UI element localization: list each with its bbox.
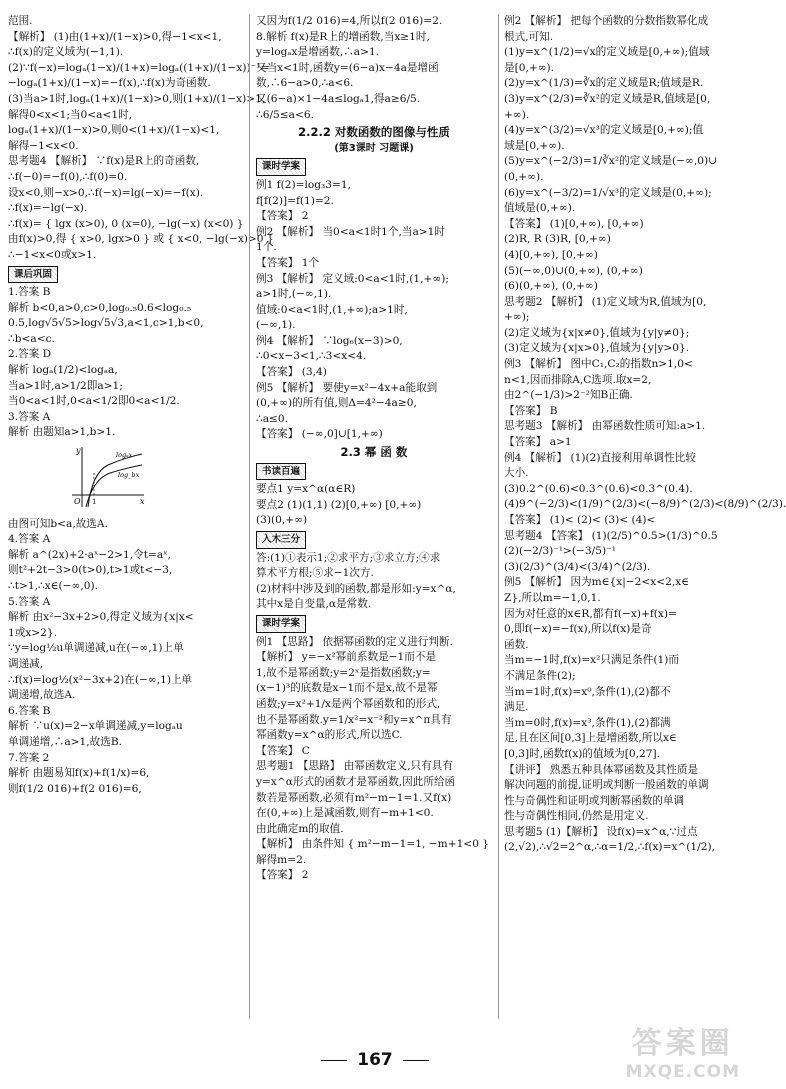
text-line: (3)(0,+∞) <box>256 514 308 527</box>
column-middle-answers <box>256 551 492 613</box>
text-line: y=x^α形式的函数才是幂函数,因此所给函 <box>256 775 456 788</box>
column-middle-text-block <box>256 14 492 123</box>
text-line: (3)定义域为{x|x>0},值域为{y|y>0}. <box>504 342 690 355</box>
text-line: 例2 【解析】 把每个函数的分数指数幂化成 <box>504 15 709 27</box>
text-line: (2,√2),∴√2=2^α,∴α=1/2,∴f(x)=x^(1/2), <box>504 841 715 854</box>
text-line: 当m=0时,f(x)=x³,条件(1),(2)都满 <box>504 716 671 729</box>
text-line: 0.5,log√5√5>log√5√3,a<1,c>1,b<0, <box>8 317 204 330</box>
text-line: (4)9^(−2/3)<(1/9)^(2/3)<(−8/9)^(2/3)<(8/9)^(2/3). <box>504 498 786 511</box>
section-tag-lesson: 课时学案 <box>256 158 306 176</box>
text-line: 是[0,+∞). <box>504 61 555 74</box>
graph-label-curve-a: logₐx <box>116 451 133 460</box>
text-line: 例4 【解析】 (1)(2)直接利用单调性比较 <box>504 451 696 464</box>
text-line: 例1 【思路】 依据幂函数的定义进行判断. <box>256 635 453 648</box>
text-line: (3)0.2^(0.6)<0.3^(0.6)<0.3^(0.4). <box>504 482 693 495</box>
text-line: +∞). <box>504 108 530 121</box>
column-left-answers-block <box>8 285 244 441</box>
footer-rule <box>403 1060 429 1061</box>
text-line: 【答案】 2 <box>256 210 309 223</box>
text-line: (−∞,1). <box>256 319 296 332</box>
section-tag-lesson-2: 课时学案 <box>256 615 306 633</box>
text-line: 【答案】 (3,4) <box>256 366 327 379</box>
text-line: 1,故不是幂函数;y=2ˣ是指数函数;y= <box>256 666 431 679</box>
text-line: a>1时,(−∞,1). <box>256 288 332 301</box>
text-line: 8.解析 f(x)是R上的增函数,当x≥1时, <box>256 30 430 43</box>
footer-rule <box>321 1060 347 1061</box>
text-line: 例4 【解析】 ∵log₆(x−3)>0, <box>256 334 403 347</box>
text-line: (2)定义域为{x|x≠0},值域为{y|y≠0}; <box>504 326 690 339</box>
text-line: 【答案】 (1)< (2)< (3)< (4)< <box>504 514 656 526</box>
text-line: 解析 b<0,a>0,c>0,log₀.₅0.6<log₀.₅ <box>8 301 192 314</box>
text-line: 由此确定m的取值. <box>256 822 344 835</box>
text-line: 【解析】 由条件知 { m²−m−1=1, −m+1<0 } <box>256 838 490 851</box>
text-line: ∴0<x−3<1,∴3<x<4. <box>256 350 367 363</box>
text-line: 其中x是自变量,α是常数. <box>256 598 372 611</box>
text-line: 不满足条件(2); <box>504 669 576 682</box>
text-line: 范围. <box>8 15 33 27</box>
column-divider <box>498 14 499 1019</box>
text-line: 解得−1<x<0. <box>8 139 79 152</box>
text-line: 【讲评】 熟悉五种具体幂函数及其性质是 <box>504 763 699 776</box>
text-line: (6)(0,+∞), (0,+∞) <box>504 280 598 293</box>
text-line: 思考题4 【解析】 ∵f(x)是R上的奇函数, <box>8 155 200 168</box>
log-function-graph <box>68 443 148 509</box>
text-line: 【答案】 (1)[0,+∞), [0,+∞) <box>504 217 644 230</box>
text-line: 思考题5 (1)【解析】 设f(x)=x^α,∵过点 <box>504 825 698 838</box>
text-line: 1.答案 B <box>8 286 51 299</box>
text-line: 解析 由x²−3x+2>0,得定义域为{x|x< <box>8 611 194 624</box>
text-line: 大小. <box>504 467 529 480</box>
text-line: 【答案】 (−∞,0]∪[1,+∞) <box>256 428 383 441</box>
text-line: 数,∴6−a>0,∴a<6. <box>256 77 354 90</box>
section-title-power-function: 2.3 幂 函 数 <box>340 445 408 460</box>
text-line: 思考题2 【解析】 (1)定义域为R,值域为[0, <box>504 295 707 308</box>
text-line: (3)(2/3)^(3/4)<(3/4)^(2/3). <box>504 560 651 573</box>
text-line: 解得0<x<1;当0<a<1时, <box>8 108 133 121</box>
text-line: 例1 f(2)=log₃3=1, <box>256 178 352 191</box>
text-line: (4)y=x^(3/2)=√x³的定义域是[0,+∞);值 <box>504 124 704 137</box>
text-line: ∴f(x)的定义域为(−1,1). <box>8 46 124 59</box>
text-line: 思考题4 【答案】 (1)(2/5)^0.5>(1/3)^0.5 <box>504 529 718 542</box>
text-line: 要点2 (1)(1,1) (2)[0,+∞) [0,+∞) <box>256 498 422 511</box>
text-line: 【答案】 1个 <box>256 256 320 269</box>
text-line: (1)y=x^(1/2)=√x的定义域是[0,+∞);值域 <box>504 46 710 59</box>
graph-label-y: y <box>76 446 81 456</box>
text-line: 0,即f(−x)=−f(x),所以f(x)是奇 <box>504 623 652 636</box>
text-line: 【答案】 B <box>504 404 558 417</box>
text-line: +∞); <box>504 311 530 324</box>
text-line: ∴6/5≤a<6. <box>256 108 314 121</box>
text-line: 要点1 y=x^α(α∈R) <box>256 483 356 496</box>
text-line: 由2^(−1/3)>2⁻²知B正确. <box>504 389 633 402</box>
text-line: (4)[0,+∞), [0,+∞) <box>504 248 598 261</box>
column-middle <box>256 14 492 884</box>
text-line: (2)R, R (3)R, [0,+∞) <box>504 233 611 246</box>
text-line: 则f(1/2 016)+f(2 016)=6, <box>8 782 142 795</box>
text-line: 域是[0,+∞). <box>504 139 565 152</box>
text-line: −logₐ(1+x)/(1−x)=−f(x),∴f(x)为奇函数. <box>8 77 211 90</box>
text-line: 4.答案 A <box>8 533 51 546</box>
graph-label-one: 1 <box>92 498 97 507</box>
text-line: 设x<0,则−x>0,∴f(−x)=lg(−x)=−f(x). <box>8 186 204 199</box>
text-line: 解析 a^(2x)+2·aˣ−2>1,令t=aˣ, <box>8 548 172 561</box>
text-line: 解析 由题易知f(x)+f(1/x)=6, <box>8 767 150 780</box>
text-line: 根式,可知. <box>504 30 554 43</box>
text-line: (2)∵f(−x)=logₐ(1−x)/(1+x)=logₐ((1+x)/(1−x))⁻¹= <box>8 61 270 74</box>
section-title-log-graph: 2.2.2 对数函数的图像与性质 <box>298 125 450 140</box>
text-line: 例5 【解析】 要使y=x²−4x+a能取到 <box>256 381 438 394</box>
text-line: 【答案】 a>1 <box>504 436 572 449</box>
text-line: 1或x>2}. <box>8 626 58 639</box>
column-middle-examples <box>256 178 492 443</box>
section-tag-review: 课后巩固 <box>8 266 58 284</box>
text-line: 值域:0<a<1时,(1,+∞);a>1时, <box>256 303 408 316</box>
column-divider <box>249 14 250 1019</box>
text-line: 在(0,+∞)上是减函数,则有−m+1<0. <box>256 807 434 820</box>
text-line: (2)(−2/3)⁻¹>(−3/5)⁻¹ <box>504 545 616 558</box>
text-line: 2.答案 D <box>8 348 52 361</box>
text-line: ∴−1<x<0或x>1. <box>8 248 97 261</box>
graph-label-curve-b: log_bx <box>118 471 140 480</box>
text-line: (5)y=x^(−2/3)=1/∛x²的定义域是(−∞,0)∪ <box>504 155 717 168</box>
text-line: 算术平方根;⑤求−1次方. <box>256 567 374 580</box>
text-line: 幂函数y=x^α的形式,所以选C. <box>256 729 403 742</box>
text-line: 性与奇偶性和证明或判断幂函数的单调 <box>504 794 685 807</box>
text-line: 性与奇偶性相同,仍然是用定义. <box>504 810 649 823</box>
section-tag-reading: 书读百遍 <box>256 463 306 481</box>
text-line: 函数;y=x²+1/x是两个幂函数和的形式, <box>256 697 441 710</box>
text-line: 则t²+2t−3>0(t>0),t>1或t<−3, <box>8 564 173 577</box>
column-right-text-block <box>504 14 786 856</box>
graph-label-x: x <box>140 497 145 507</box>
text-line: 解得m=2. <box>256 853 307 866</box>
text-line: 例5 【解析】 因为m∈{x|−2<x<2,x∈ <box>504 576 690 589</box>
text-line: logₐ(1+x)/(1−x)>0,则0<(1+x)/(1−x)<1, <box>8 124 220 137</box>
text-line: ∴t>1,∴x∈(−∞,0). <box>8 580 98 592</box>
text-line: 当0<a<1时,0<a<1/2即0<a<1/2. <box>8 395 180 408</box>
text-line: 答:(1)①表示1;②求平方;③求立方;④求 <box>256 551 441 564</box>
text-line: ∵y=log½u单调递减,u在(−∞,1)上单 <box>8 642 184 655</box>
watermark-url: MXQE.COM <box>625 1062 740 1082</box>
text-line: 由f(x)>0,得 { x>0, lgx>0 } 或 { x<0, −lg(−x)>0 } <box>8 233 274 246</box>
text-line: n<1,因而排除A,C选项.取x=2, <box>504 373 652 386</box>
text-line: 7.答案 2 <box>8 751 50 764</box>
text-line: 例3 【解析】 定义域:0<a<1时,(1,+∞); <box>256 272 449 285</box>
text-line: 【解析】 y=−x²幂前系数是−1而不是 <box>256 651 437 664</box>
text-line: (0,+∞). <box>504 170 544 183</box>
watermark-logo-text: 答案圈 <box>631 1026 734 1061</box>
text-line: (2)y=x^(1/3)=∛x的定义域是R;值域是R. <box>504 77 704 90</box>
text-line: 又因为f(1/2 016)=4,所以f(2 016)=2. <box>256 15 443 27</box>
text-line: 思考题3 【解析】 由幂函数性质可知:a>1. <box>504 420 706 433</box>
text-line: (2)材料中涉及到的函数,都是形如:y=x^α, <box>256 582 456 595</box>
watermark <box>626 1018 740 1082</box>
text-line: 调递减, <box>8 657 44 670</box>
text-line: 调递增,故选A. <box>8 689 76 702</box>
text-line: 当m=−1时,f(x)=x²只满足条件(1)而 <box>504 654 679 667</box>
section-subtitle: (第3课时 习题课) <box>334 142 414 154</box>
page-number-text: 167 <box>357 1050 393 1070</box>
text-line: 解析 logₐ(1/2)<logₐa, <box>8 364 118 377</box>
text-line: (3)当a>1时,logₐ(1+x)/(1−x)>0,则(1+x)/(1−x)>1, <box>8 92 266 105</box>
text-line: 又(6−a)×1−4a≤logₐ1,得a≥6/5. <box>256 92 421 105</box>
text-line: 单调递增,∴a>1,故选B. <box>8 735 122 748</box>
text-line: 例3 【解析】 图中C₁,C₂的指数n>1,0< <box>504 358 693 371</box>
text-line: 函数. <box>504 638 529 651</box>
text-line: Z},所以m=−1,0,1. <box>504 591 601 604</box>
text-line: 1个. <box>256 241 277 254</box>
text-line: ∴b<a<c. <box>8 332 55 345</box>
text-line: 解析 ∵u(x)=2−x单调递减,y=logₐu <box>8 720 183 733</box>
text-line: 又当x<1时,函数y=(6−a)x−4a是增函 <box>256 61 439 74</box>
text-line: 值域是(0,+∞). <box>504 202 576 215</box>
text-line: 6.答案 B <box>8 704 51 717</box>
text-line: 【解析】 (1)由(1+x)/(1−x)>0,得−1<x<1, <box>8 30 222 43</box>
text-line: (0,+∞)的所有值,则Δ=4²−4a≥0, <box>256 397 417 410</box>
text-line: 5.答案 A <box>8 595 51 608</box>
column-middle-examples-2 <box>256 635 492 885</box>
text-line: f[f(2)]=f(1)=2. <box>256 194 334 207</box>
text-line: 因为对任意的x∈R,都有f(−x)+f(x)= <box>504 607 677 620</box>
text-line: (3)y=x^(2/3)=∛x²的定义域是R,值域是[0, <box>504 92 711 105</box>
text-line: 数若是幂函数,必须有m²−m−1=1.又f(x) <box>256 791 452 804</box>
section-tag-insight: 入木三分 <box>256 531 306 549</box>
text-line: (5)(−∞,0)∪(0,+∞), (0,+∞) <box>504 264 643 277</box>
text-line: (x−1)³的底数是x−1而不是x,故不是幂 <box>256 682 438 695</box>
text-line: ∴f(x)=log½(x²−3x+2)在(−∞,1)上单 <box>8 673 193 686</box>
text-line: 【答案】 C <box>256 744 310 757</box>
text-line: 【答案】 2 <box>256 869 309 882</box>
column-middle-key-points <box>256 482 492 529</box>
column-left-answers-block-2 <box>8 517 244 798</box>
text-line: ∴f(x)=−lg(−x). <box>8 202 88 215</box>
text-line: 思考题1 【思路】 由幂函数定义,只有具有 <box>256 760 453 773</box>
text-line: ∴a≤0. <box>256 412 289 425</box>
text-line: ∴f(−0)=−f(0),∴f(0)=0. <box>8 170 128 183</box>
text-line: [0,3]时,函数f(x)的值域为[0,27]. <box>504 747 661 760</box>
text-line: 3.答案 A <box>8 410 51 423</box>
text-line: 满足. <box>504 701 529 714</box>
text-line: 足,且在区间[0,3]上是增函数,所以x∈ <box>504 732 677 745</box>
text-line: 当m=1时,f(x)=x⁰,条件(1),(2)都不 <box>504 685 671 698</box>
text-line: (6)y=x^(−3/2)=1/√x³的定义域是(0,+∞); <box>504 186 712 199</box>
text-line: ∴f(x)= { lgx (x>0), 0 (x=0), −lg(−x) (x<0) } <box>8 217 244 230</box>
text-line: y=logₐx是增函数,∴a>1. <box>256 46 380 59</box>
text-line: 也不是幂函数.y=1/x²=x⁻²和y=x^π具有 <box>256 713 452 726</box>
text-line: 当a>1时,a>1/2即a>1; <box>8 379 123 392</box>
column-right <box>504 14 786 856</box>
text-line: 由图可知b<a,故选A. <box>8 517 108 530</box>
graph-label-origin: O <box>74 497 81 507</box>
text-line: 例2 【解析】 当0<a<1时1个,当a>1时 <box>256 225 446 238</box>
text-line: 解决问题的前提,证明或判断一般函数的单调 <box>504 779 709 792</box>
text-line: 解析 由题知a>1,b>1. <box>8 426 116 439</box>
